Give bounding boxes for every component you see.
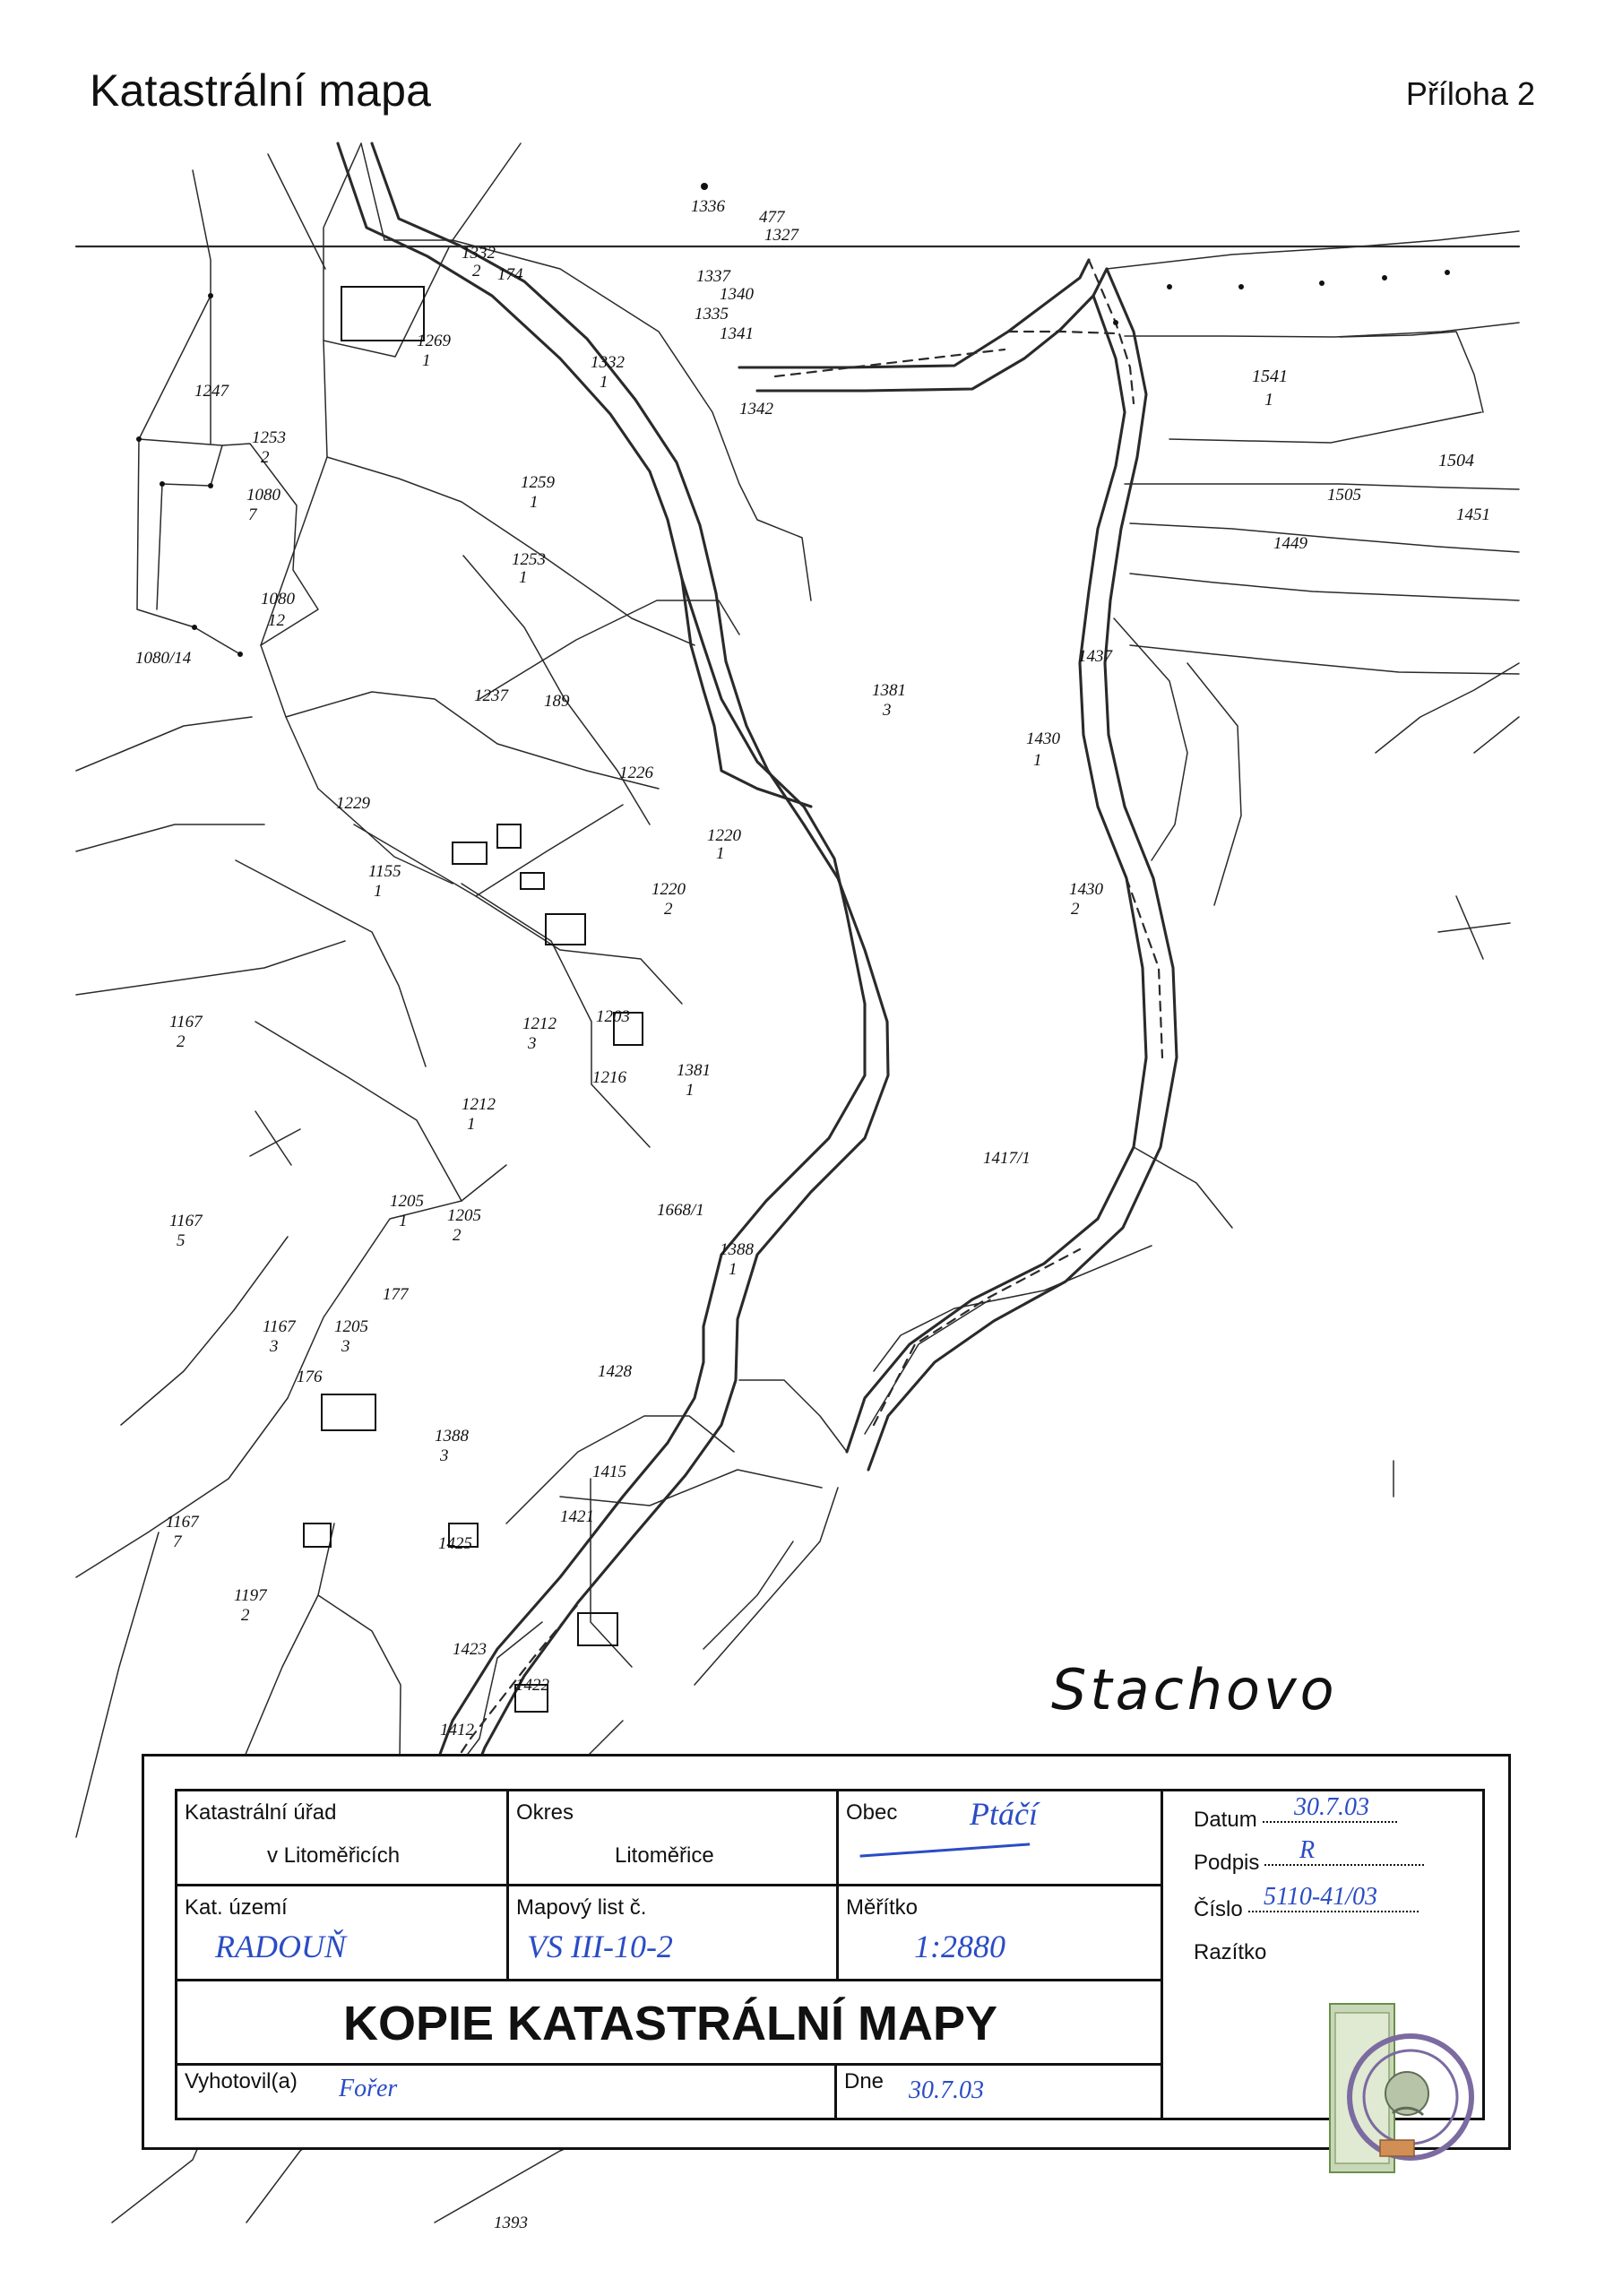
parcel-label: 1 xyxy=(422,351,431,370)
parcel-label: 189 xyxy=(544,692,570,711)
parcel-label: 1381 xyxy=(872,681,906,700)
parcel-label: 1504 xyxy=(1438,451,1474,470)
parcel-label: 1 xyxy=(1033,751,1042,770)
parcel-label: 1340 xyxy=(720,285,754,304)
parcel-label: 2 xyxy=(241,1606,250,1625)
parcel-label: 1229 xyxy=(336,794,370,813)
stamp-block xyxy=(142,1754,1511,2150)
parcel-label: 1197 xyxy=(234,1586,267,1605)
parcel-label: 1259 xyxy=(521,473,555,492)
parcel-label: 1417/1 xyxy=(983,1149,1031,1168)
number-label: Číslo xyxy=(1194,1897,1243,1921)
cadastral-office-value: v Litoměřicích xyxy=(267,1843,401,1868)
parcel-label: 176 xyxy=(297,1368,323,1386)
parcel-label: 7 xyxy=(248,505,257,524)
scale-label: Měřítko xyxy=(846,1895,919,1920)
parcel-label: 1167 xyxy=(263,1317,296,1336)
cadastral-area-label: Kat. území xyxy=(185,1895,288,1920)
parcel-label: 1415 xyxy=(592,1463,626,1481)
parcel-label: 1421 xyxy=(560,1507,594,1526)
parcel-label: 2 xyxy=(177,1032,186,1051)
parcel-label: 2 xyxy=(472,262,481,281)
parcel-label: 1212 xyxy=(462,1095,496,1114)
parcel-label: 1212 xyxy=(522,1014,557,1033)
parcel-label: 1205 xyxy=(390,1192,424,1211)
district-value: Litoměřice xyxy=(615,1843,714,1868)
parcel-label: 1437 xyxy=(1078,647,1112,666)
parcel-label: 1203 xyxy=(596,1007,630,1026)
parcel-label: 477 xyxy=(759,208,785,227)
parcel-label: 1335 xyxy=(695,305,729,324)
parcel-label: 1253 xyxy=(252,428,286,447)
parcel-label: 1430 xyxy=(1069,880,1103,899)
parcel-label: 1428 xyxy=(598,1362,632,1381)
made-by-label: Vyhotovil(a) xyxy=(185,2069,298,2093)
attachment-label: Příloha 2 xyxy=(1405,75,1535,112)
crossed-out-text xyxy=(859,1843,1031,1873)
cadastral-area-cell xyxy=(177,1886,509,1981)
map-sheet-value: VS III-10-2 xyxy=(527,1929,673,1964)
parcel-label: 1668/1 xyxy=(657,1201,704,1220)
parcel-label: 1226 xyxy=(619,764,653,782)
date-made-cell xyxy=(837,2066,1163,2118)
parcel-label: 1167 xyxy=(169,1212,203,1230)
day-value: 30.7.03 xyxy=(909,2076,984,2104)
parcel-label: 1423 xyxy=(453,1640,487,1659)
date-value: 30.7.03 xyxy=(1294,1793,1369,1821)
parcel-label: 1 xyxy=(374,882,383,901)
parcel-label: 2 xyxy=(1071,900,1080,919)
parcel-label: 1341 xyxy=(720,324,754,343)
parcel-label: 12 xyxy=(268,611,285,630)
parcel-label: 2 xyxy=(261,448,270,467)
parcel-label: 1 xyxy=(519,568,528,587)
stamp-inner-frame xyxy=(175,1789,1485,2120)
parcel-label: 1 xyxy=(716,844,725,863)
parcel-label: 1247 xyxy=(194,382,229,401)
parcel-label: 1 xyxy=(600,373,608,392)
date-label: Datum xyxy=(1194,1808,1257,1832)
parcel-label: 1253 xyxy=(512,550,546,569)
parcel-label: 1332 xyxy=(462,244,496,263)
municipality-value: Ptáčí xyxy=(970,1796,1038,1832)
parcel-label: 1 xyxy=(399,1212,408,1230)
parcel-label: 1080/14 xyxy=(135,649,192,668)
made-by-value: Fořer xyxy=(339,2075,398,2102)
locality-name: Stachovo xyxy=(1051,1657,1338,1722)
parcel-label: 1336 xyxy=(691,197,725,216)
made-by-cell xyxy=(177,2066,837,2118)
parcel-label: 1425 xyxy=(438,1534,472,1553)
parcel-label: 1 xyxy=(729,1260,738,1279)
parcel-label: 1 xyxy=(467,1115,476,1134)
parcel-label: 3 xyxy=(270,1337,279,1356)
parcel-label: 3 xyxy=(341,1337,350,1356)
parcel-label: 1269 xyxy=(417,332,451,350)
parcel-label: 1412 xyxy=(440,1721,474,1739)
parcel-label: 1220 xyxy=(707,826,741,845)
cadastral-office-label: Katastrální úřad xyxy=(185,1800,337,1825)
stamp-row xyxy=(1194,1940,1266,1965)
parcel-label: 1422 xyxy=(515,1676,549,1695)
parcel-label: 1332 xyxy=(591,353,625,372)
parcel-label: 2 xyxy=(453,1226,462,1245)
parcel-label: 1430 xyxy=(1026,729,1060,748)
scale-value: 1:2880 xyxy=(914,1929,1005,1964)
number-value: 5110-41/03 xyxy=(1264,1883,1378,1911)
parcel-label: 1541 xyxy=(1252,367,1288,386)
parcel-label: 1 xyxy=(530,493,539,512)
title-cell xyxy=(177,1981,1163,2066)
map-sheet-label: Mapový list č. xyxy=(516,1895,647,1920)
stamp-title: KOPIE KATASTRÁLNÍ MAPY xyxy=(342,1997,997,2050)
parcel-label: 1337 xyxy=(696,267,730,286)
parcel-label: 1205 xyxy=(334,1317,368,1336)
map-sheet-cell xyxy=(509,1886,839,1981)
parcel-label: 1505 xyxy=(1327,486,1361,505)
cadastral-office-cell xyxy=(177,1791,509,1886)
parcel-label: 1449 xyxy=(1273,534,1307,553)
parcel-label: 2 xyxy=(664,900,673,919)
parcel-label: 1155 xyxy=(368,862,401,881)
parcel-label: 1342 xyxy=(739,400,773,419)
signature-value: R xyxy=(1299,1836,1316,1864)
parcel-label: 1327 xyxy=(764,226,798,245)
parcel-label: 7 xyxy=(173,1532,182,1551)
parcel-label: 177 xyxy=(383,1285,409,1304)
cadastral-area-value: RADOUŇ xyxy=(215,1929,346,1964)
parcel-label: 1216 xyxy=(592,1068,626,1087)
parcel-label: 1 xyxy=(686,1081,695,1100)
stamp-label: Razítko xyxy=(1194,1940,1267,1964)
scale-cell xyxy=(839,1886,1163,1981)
stamp-side-labels xyxy=(1185,1791,1488,2118)
parcel-label: 1167 xyxy=(166,1513,199,1532)
parcel-label: 1220 xyxy=(651,880,686,899)
parcel-label: 1381 xyxy=(677,1061,711,1080)
day-label: Dne xyxy=(844,2069,884,2093)
page-title: Katastrální mapa xyxy=(90,65,432,116)
parcel-label: 3 xyxy=(883,701,892,720)
parcel-label: 1167 xyxy=(169,1013,203,1031)
parcel-label: 3 xyxy=(440,1446,449,1465)
parcel-label: 1205 xyxy=(447,1206,481,1225)
district-cell xyxy=(509,1791,839,1886)
parcel-label: 1388 xyxy=(720,1240,754,1259)
parcel-label: 1451 xyxy=(1456,505,1490,524)
parcel-label: 1080 xyxy=(246,486,280,505)
parcel-label: 1080 xyxy=(261,590,295,609)
parcel-label: 1 xyxy=(1264,390,1273,410)
district-label: Okres xyxy=(516,1800,574,1825)
signature-label: Podpis xyxy=(1194,1851,1260,1875)
parcel-label: 1237 xyxy=(474,686,508,705)
parcel-label: 3 xyxy=(528,1034,537,1053)
municipality-cell xyxy=(839,1791,1163,1886)
parcel-label: 174 xyxy=(497,265,523,284)
parcel-label: 1388 xyxy=(435,1427,469,1446)
municipality-label: Obec xyxy=(846,1800,898,1825)
parcel-label: 1393 xyxy=(494,2214,528,2232)
parcel-label: 5 xyxy=(177,1231,186,1250)
